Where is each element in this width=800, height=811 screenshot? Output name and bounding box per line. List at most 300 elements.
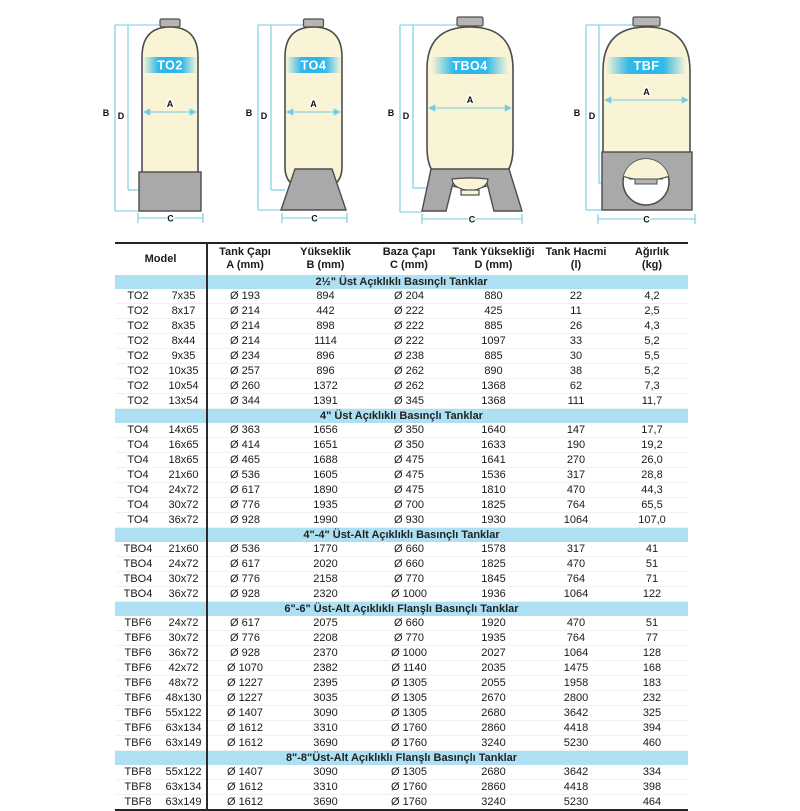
- cell: TO4: [115, 453, 161, 468]
- cell: 1640: [451, 423, 536, 438]
- cell: TBO4: [115, 572, 161, 587]
- dim-d-label: D: [260, 111, 268, 121]
- cell: 24x72: [161, 557, 206, 572]
- tank-cap: [633, 17, 660, 26]
- tank-cap: [160, 19, 180, 27]
- dim-c-label: C: [468, 214, 476, 225]
- table-row: [115, 557, 688, 572]
- dim-a-label: A: [310, 99, 317, 109]
- header-tank-hacmi: Tank Hacmi (l): [545, 246, 607, 271]
- cell: Ø 345: [367, 394, 451, 409]
- cell: Ø 363: [206, 423, 284, 438]
- cell: 1920: [451, 616, 536, 631]
- tank-to2: [103, 19, 203, 224]
- cell: 442: [284, 304, 367, 319]
- cell: 398: [616, 780, 688, 795]
- cell: 8x17: [161, 304, 206, 319]
- dim-c-label: C: [167, 213, 174, 224]
- table-row: [115, 349, 688, 364]
- cell: 394: [616, 721, 688, 736]
- table-row: [115, 468, 688, 483]
- table-row: [115, 423, 688, 438]
- cell: 1930: [451, 513, 536, 528]
- table-row: [115, 453, 688, 468]
- table-row: [115, 721, 688, 736]
- cell: Ø 928: [206, 513, 284, 528]
- cell: 1935: [284, 498, 367, 513]
- cell: 1368: [451, 379, 536, 394]
- cell: TO2: [115, 319, 161, 334]
- table-row: [115, 379, 688, 394]
- cell: 890: [451, 364, 536, 379]
- cell: TBF6: [115, 646, 161, 661]
- cell: 13x54: [161, 394, 206, 409]
- cell: Ø 660: [367, 542, 451, 557]
- cell: 19,2: [616, 438, 688, 453]
- cell: 1990: [284, 513, 367, 528]
- cell: Ø 260: [206, 379, 284, 394]
- cell: 1536: [451, 468, 536, 483]
- cell: 2075: [284, 616, 367, 631]
- table-row: [115, 631, 688, 646]
- table-row: [115, 319, 688, 334]
- cell: 48x130: [161, 691, 206, 706]
- dim-d-label: D: [588, 111, 596, 121]
- header-tank-yuksekligi: Tank Yüksekliği D (mm): [452, 246, 535, 271]
- cell: 3240: [451, 736, 536, 751]
- cell: 21x60: [161, 468, 206, 483]
- cell: 4418: [536, 780, 616, 795]
- tank-cap: [457, 17, 483, 26]
- cell: TO2: [115, 394, 161, 409]
- cell: Ø 1612: [206, 780, 284, 795]
- tank-tbo4: [388, 17, 522, 225]
- cell: 470: [536, 483, 616, 498]
- cell: 48x72: [161, 676, 206, 691]
- cell: TO2: [115, 304, 161, 319]
- cell: 425: [451, 304, 536, 319]
- dim-d-label: D: [117, 111, 125, 121]
- cell: 270: [536, 453, 616, 468]
- cell: 2680: [451, 706, 536, 721]
- tank-to4: [246, 19, 347, 224]
- cell: 22: [536, 289, 616, 304]
- cell: 896: [284, 349, 367, 364]
- cell: Ø 214: [206, 304, 284, 319]
- cell: 2860: [451, 721, 536, 736]
- model-column-divider: [206, 242, 208, 811]
- cell: Ø 262: [367, 379, 451, 394]
- cell: 1633: [451, 438, 536, 453]
- cell: 55x122: [161, 706, 206, 721]
- cell: 3690: [284, 795, 367, 811]
- cell: 470: [536, 557, 616, 572]
- cell: Ø 1227: [206, 691, 284, 706]
- cell: Ø 214: [206, 334, 284, 349]
- cell: 28,8: [616, 468, 688, 483]
- cell: 5,5: [616, 349, 688, 364]
- cell: 2370: [284, 646, 367, 661]
- cell: 26,0: [616, 453, 688, 468]
- cell: 30x72: [161, 631, 206, 646]
- cell: TO4: [115, 468, 161, 483]
- dim-b-label: B: [387, 108, 395, 118]
- cell: 51: [616, 616, 688, 631]
- cell: Ø 1305: [367, 676, 451, 691]
- cell: 30x72: [161, 498, 206, 513]
- cell: 1391: [284, 394, 367, 409]
- cell: Ø 776: [206, 572, 284, 587]
- cell: 898: [284, 319, 367, 334]
- cell: 24x72: [161, 483, 206, 498]
- cell: 5230: [536, 795, 616, 811]
- table-row: [115, 616, 688, 631]
- cell: 1770: [284, 542, 367, 557]
- bottom-port: [452, 178, 488, 191]
- cell: 8x35: [161, 319, 206, 334]
- cell: TBF6: [115, 661, 161, 676]
- tank-cap: [304, 19, 324, 27]
- dim-b-label: B: [573, 108, 581, 118]
- cell: 2680: [451, 765, 536, 780]
- cell: 1656: [284, 423, 367, 438]
- cell: TBF8: [115, 780, 161, 795]
- table-row: [115, 483, 688, 498]
- section-title: 4" Üst Açıklıklı Basınçlı Tanklar: [115, 409, 688, 424]
- header-model: Model: [144, 252, 177, 265]
- dim-d-label: D: [402, 111, 410, 121]
- cell: 1688: [284, 453, 367, 468]
- tank-label: TO2: [157, 58, 183, 73]
- dim-c-label: C: [643, 214, 650, 225]
- cell: TBF6: [115, 631, 161, 646]
- cell: Ø 1305: [367, 706, 451, 721]
- cell: 63x149: [161, 736, 206, 751]
- table-row: [115, 289, 688, 304]
- cell: TO4: [115, 498, 161, 513]
- table-row: [115, 691, 688, 706]
- cell: 4418: [536, 721, 616, 736]
- cell: TO2: [115, 364, 161, 379]
- section-title: 2½" Üst Açıklıklı Basınçlı Tanklar: [115, 275, 688, 289]
- cell: 36x72: [161, 646, 206, 661]
- table-row: [115, 304, 688, 319]
- cell: 38: [536, 364, 616, 379]
- cell: TO2: [115, 349, 161, 364]
- tank-label: TO4: [300, 58, 327, 73]
- cell: TO4: [115, 423, 161, 438]
- cell: TO4: [115, 483, 161, 498]
- cell: Ø 1227: [206, 676, 284, 691]
- section-band-row: [115, 275, 688, 289]
- cell: 764: [536, 631, 616, 646]
- cell: 5,2: [616, 364, 688, 379]
- cell: Ø 1305: [367, 765, 451, 780]
- tank-tbf: [574, 17, 695, 225]
- dim-a-label: A: [466, 95, 474, 105]
- cell: 21x60: [161, 542, 206, 557]
- cell: 63x134: [161, 780, 206, 795]
- cell: 885: [451, 319, 536, 334]
- cell: Ø 238: [367, 349, 451, 364]
- tank-base: [139, 172, 201, 211]
- cell: 3642: [536, 765, 616, 780]
- cell: 62: [536, 379, 616, 394]
- table-row: [115, 706, 688, 721]
- cell: 16x65: [161, 438, 206, 453]
- cell: 460: [616, 736, 688, 751]
- cell: Ø 536: [206, 468, 284, 483]
- spec-table: [115, 242, 688, 811]
- table-row: [115, 587, 688, 602]
- dim-b-label: B: [102, 108, 110, 118]
- cell: Ø 214: [206, 319, 284, 334]
- cell: Ø 928: [206, 646, 284, 661]
- cell: 4,3: [616, 319, 688, 334]
- cell: 3642: [536, 706, 616, 721]
- cell: 30x72: [161, 572, 206, 587]
- table-row: [115, 364, 688, 379]
- dim-c-label: C: [311, 213, 318, 224]
- cell: 10x35: [161, 364, 206, 379]
- cell: Ø 1612: [206, 721, 284, 736]
- table-row: [115, 542, 688, 557]
- cell: TO4: [115, 513, 161, 528]
- cell: 1810: [451, 483, 536, 498]
- table-row: [115, 661, 688, 676]
- cell: Ø 1305: [367, 691, 451, 706]
- cell: Ø 1760: [367, 795, 451, 811]
- cell: 51: [616, 557, 688, 572]
- cell: Ø 204: [367, 289, 451, 304]
- cell: Ø 475: [367, 468, 451, 483]
- cell: 1372: [284, 379, 367, 394]
- dim-a-label: A: [166, 99, 174, 109]
- cell: 1641: [451, 453, 536, 468]
- cell: 2158: [284, 572, 367, 587]
- cell: 147: [536, 423, 616, 438]
- cell: 183: [616, 676, 688, 691]
- spec-table-container: [115, 242, 688, 811]
- cell: 894: [284, 289, 367, 304]
- cell: 2035: [451, 661, 536, 676]
- cell: 2382: [284, 661, 367, 676]
- section-band-row: [115, 751, 688, 766]
- cell: 1936: [451, 587, 536, 602]
- cell: 334: [616, 765, 688, 780]
- cell: Ø 222: [367, 334, 451, 349]
- cell: 2860: [451, 780, 536, 795]
- cell: Ø 193: [206, 289, 284, 304]
- tank-label: TBF: [633, 59, 660, 73]
- header-baza-capi: Baza Çapı C (mm): [382, 246, 436, 271]
- cell: TBF6: [115, 616, 161, 631]
- cell: 190: [536, 438, 616, 453]
- section-title: 6"-6" Üst-Alt Açıklıklı Flanşlı Basınçlı Tanklar: [115, 602, 688, 617]
- cell: 26: [536, 319, 616, 334]
- cell: Ø 475: [367, 453, 451, 468]
- cell: TBF8: [115, 795, 161, 811]
- cell: 1114: [284, 334, 367, 349]
- cell: 41: [616, 542, 688, 557]
- section-title: 8"-8"Üst-Alt Açıklıklı Flanşlı Basınçlı Tanklar: [115, 751, 688, 766]
- table-row: [115, 676, 688, 691]
- cell: Ø 1612: [206, 736, 284, 751]
- cell: Ø 1407: [206, 765, 284, 780]
- cell: TBF8: [115, 765, 161, 780]
- cell: Ø 776: [206, 498, 284, 513]
- cell: 3690: [284, 736, 367, 751]
- cell: TBF6: [115, 676, 161, 691]
- section-band-row: [115, 409, 688, 424]
- cell: 18x65: [161, 453, 206, 468]
- cell: 1651: [284, 438, 367, 453]
- cell: 1475: [536, 661, 616, 676]
- cell: Ø 1612: [206, 795, 284, 811]
- cell: 2,5: [616, 304, 688, 319]
- section-band-row: [115, 528, 688, 543]
- cell: Ø 1760: [367, 736, 451, 751]
- table-row: [115, 394, 688, 409]
- tank-diagrams: [0, 0, 800, 235]
- cell: 17,7: [616, 423, 688, 438]
- cell: Ø 350: [367, 423, 451, 438]
- cell: 33: [536, 334, 616, 349]
- cell: 1064: [536, 587, 616, 602]
- cell: TBF6: [115, 706, 161, 721]
- table-row: [115, 498, 688, 513]
- cell: 24x72: [161, 616, 206, 631]
- cell: 42x72: [161, 661, 206, 676]
- cell: Ø 617: [206, 616, 284, 631]
- cell: Ø 222: [367, 304, 451, 319]
- cell: 3240: [451, 795, 536, 811]
- cell: TO4: [115, 438, 161, 453]
- cell: Ø 475: [367, 483, 451, 498]
- cell: 2027: [451, 646, 536, 661]
- cell: Ø 770: [367, 631, 451, 646]
- cell: 30: [536, 349, 616, 364]
- cell: Ø 1760: [367, 780, 451, 795]
- cell: 1825: [451, 498, 536, 513]
- cell: 111: [536, 394, 616, 409]
- cell: 77: [616, 631, 688, 646]
- header-tank-capi: Tank Çapı A (mm): [219, 246, 271, 271]
- cell: 1368: [451, 394, 536, 409]
- cell: 1958: [536, 676, 616, 691]
- cell: Ø 1070: [206, 661, 284, 676]
- cell: Ø 414: [206, 438, 284, 453]
- cell: TBO4: [115, 557, 161, 572]
- cell: 36x72: [161, 587, 206, 602]
- cell: Ø 930: [367, 513, 451, 528]
- table-row: [115, 334, 688, 349]
- cell: Ø 536: [206, 542, 284, 557]
- cell: 8x44: [161, 334, 206, 349]
- cell: 1890: [284, 483, 367, 498]
- table-row: [115, 736, 688, 751]
- cell: 2020: [284, 557, 367, 572]
- cell: Ø 222: [367, 319, 451, 334]
- cell: 764: [536, 572, 616, 587]
- table-row: [115, 795, 688, 811]
- cell: 3090: [284, 765, 367, 780]
- cell: 1935: [451, 631, 536, 646]
- cell: Ø 257: [206, 364, 284, 379]
- cell: 9x35: [161, 349, 206, 364]
- cell: 3310: [284, 780, 367, 795]
- cell: 44,3: [616, 483, 688, 498]
- cell: 63x134: [161, 721, 206, 736]
- cell: 65,5: [616, 498, 688, 513]
- cell: 1845: [451, 572, 536, 587]
- table-row: [115, 572, 688, 587]
- cell: 2395: [284, 676, 367, 691]
- cell: TO2: [115, 379, 161, 394]
- cell: 880: [451, 289, 536, 304]
- cell: TBF6: [115, 691, 161, 706]
- cell: 122: [616, 587, 688, 602]
- cell: 14x65: [161, 423, 206, 438]
- cell: Ø 350: [367, 438, 451, 453]
- cell: 7x35: [161, 289, 206, 304]
- cell: Ø 776: [206, 631, 284, 646]
- cell: 11: [536, 304, 616, 319]
- cell: 1064: [536, 513, 616, 528]
- cell: Ø 770: [367, 572, 451, 587]
- cell: 232: [616, 691, 688, 706]
- cell: Ø 660: [367, 616, 451, 631]
- cell: Ø 928: [206, 587, 284, 602]
- section-band-row: [115, 602, 688, 617]
- cell: 2320: [284, 587, 367, 602]
- cell: 4,2: [616, 289, 688, 304]
- dim-a-label: A: [643, 87, 650, 97]
- section-title: 4"-4" Üst-Alt Açıklıklı Basınçlı Tanklar: [115, 528, 688, 543]
- cell: 1825: [451, 557, 536, 572]
- cell: Ø 1760: [367, 721, 451, 736]
- cell: 36x72: [161, 513, 206, 528]
- cell: Ø 700: [367, 498, 451, 513]
- cell: 71: [616, 572, 688, 587]
- cell: Ø 617: [206, 483, 284, 498]
- cell: Ø 617: [206, 557, 284, 572]
- cell: Ø 465: [206, 453, 284, 468]
- cell: TBF6: [115, 721, 161, 736]
- spec-table-body: [115, 275, 688, 810]
- cell: 5230: [536, 736, 616, 751]
- cell: 317: [536, 468, 616, 483]
- cell: 2800: [536, 691, 616, 706]
- cell: 1097: [451, 334, 536, 349]
- cell: Ø 660: [367, 557, 451, 572]
- table-row: [115, 780, 688, 795]
- cell: TBF6: [115, 736, 161, 751]
- cell: 325: [616, 706, 688, 721]
- table-row: [115, 646, 688, 661]
- cell: 2055: [451, 676, 536, 691]
- cell: 885: [451, 349, 536, 364]
- cell: 128: [616, 646, 688, 661]
- table-row: [115, 513, 688, 528]
- cell: 1064: [536, 646, 616, 661]
- header-agirlik: Ağırlık (kg): [634, 246, 670, 271]
- cell: TO2: [115, 289, 161, 304]
- cell: TBO4: [115, 587, 161, 602]
- cell: 317: [536, 542, 616, 557]
- cell: TO2: [115, 334, 161, 349]
- cell: 168: [616, 661, 688, 676]
